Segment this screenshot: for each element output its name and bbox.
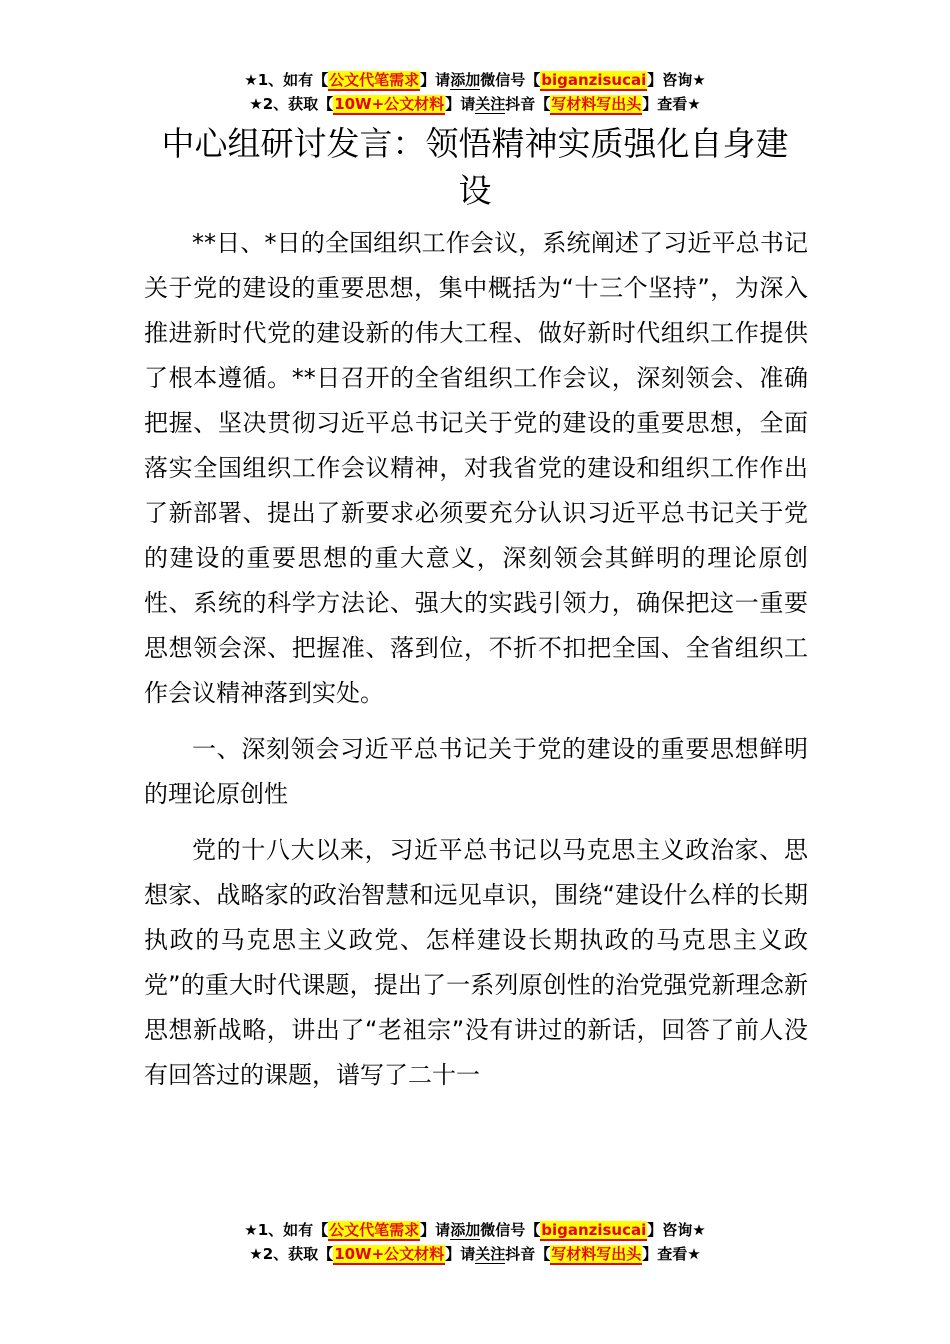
notice-highlight-douyin: 写材料写出头 <box>551 1245 642 1263</box>
paragraph-intro: **日、*日的全国组织工作会议，系统阐述了习近平总书记关于党的建设的重要思想，集中概括为“十三个坚持”，为深入推进新时代党的建设新的伟大工程、做好新时代组织工作提供了根本遵循。**日召开的全省组织工作会议，深刻领会、准确把握、坚决贯彻习近平总书记关于党的建设的重要思想，全面落实全国组织工作会议精神，对我省党的建设和组织工作作出了新部署、提出了新要求必须要充分认识习近平总书记关于党的建设的重要思想的重大意义，深刻领会其鲜明的理论原创性、系统的科学方法论、强大的实践引领力，确保把这一重要思想领会深、把握准、落到位，不折不扣把全国、全省组织工作会议精神落到实处。 <box>144 229 808 707</box>
document-body <box>144 221 808 1098</box>
notice-line-1: ★1、如有【公文代笔需求】请添加微信号【biganzisucai】咨询★ <box>244 71 706 89</box>
footer-notice <box>0 1218 950 1266</box>
notice-highlight-wechat: biganzisucai <box>541 71 647 89</box>
notice-highlight-douyin: 写材料写出头 <box>551 95 642 113</box>
header-notice <box>0 68 950 116</box>
notice-highlight-materials: 10W+公文材料 <box>334 95 445 113</box>
notice-highlight-materials: 10W+公文材料 <box>334 1245 445 1263</box>
notice-highlight-wechat: biganzisucai <box>541 1221 647 1239</box>
section-heading-1: 一、深刻领会习近平总书记关于党的建设的重要思想鲜明的理论原创性 <box>144 735 808 808</box>
notice-highlight-service: 公文代笔需求 <box>329 71 420 89</box>
notice-highlight-service: 公文代笔需求 <box>329 1221 420 1239</box>
paragraph-section-1: 党的十八大以来，习近平总书记以马克思主义政治家、思想家、战略家的政治智慧和远见卓识，围绕“建设什么样的长期执政的马克思主义政党、怎样建设长期执政的马克思主义政党”的重大时代课题，提出了一系列原创性的治党强党新理念新思想新战略，讲出了“老祖宗”没有讲过的新话，回答了前人没有回答过的课题，谱写了二十一 <box>144 836 808 1089</box>
notice-line-2: ★2、获取【10W+公文材料】请关注抖音【写材料写出头】查看★ <box>249 95 701 113</box>
document-title: 中心组研讨发言：领悟精神实质强化自身建设 <box>161 124 789 210</box>
notice-line-2: ★2、获取【10W+公文材料】请关注抖音【写材料写出头】查看★ <box>249 1245 701 1263</box>
notice-line-1: ★1、如有【公文代笔需求】请添加微信号【biganzisucai】咨询★ <box>244 1221 706 1239</box>
